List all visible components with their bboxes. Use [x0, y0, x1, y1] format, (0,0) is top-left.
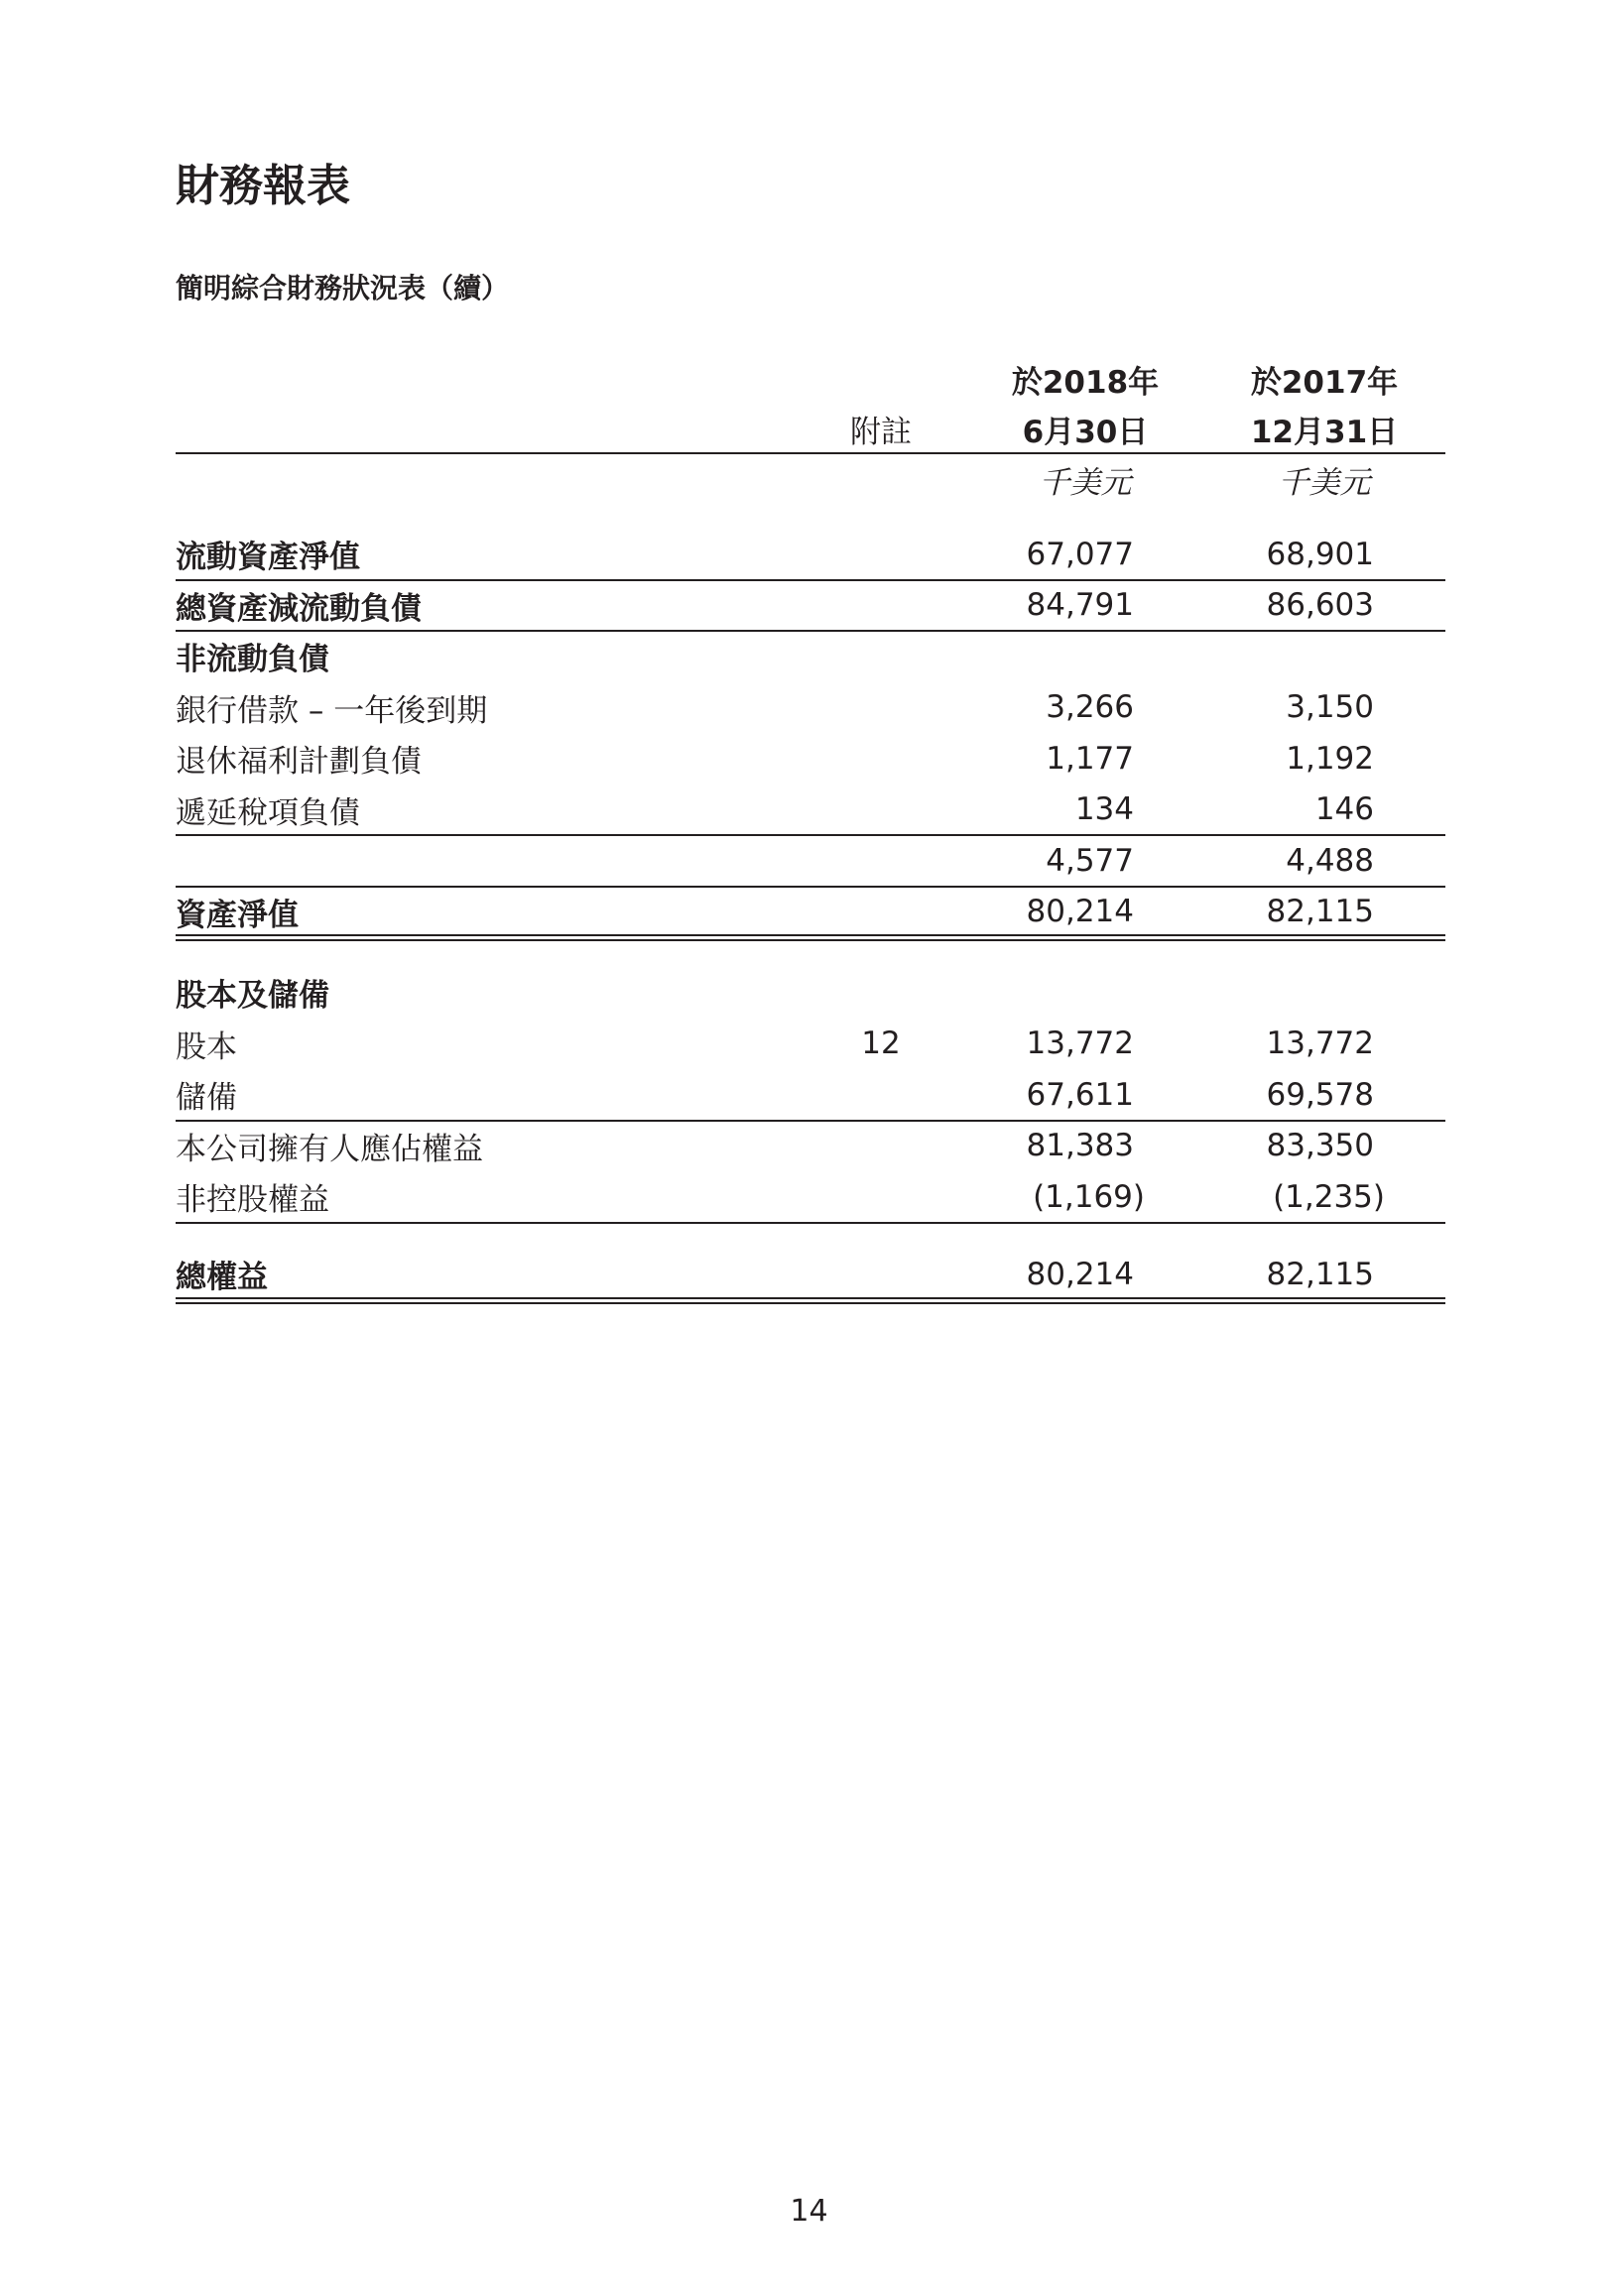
note-ref: 12: [861, 1026, 901, 1062]
table-row: [176, 682, 1445, 734]
table-header: [176, 354, 1445, 505]
value-2018: 1,177: [1046, 740, 1134, 777]
value-2017: 86,603: [1266, 587, 1374, 624]
row-label: 流動資產淨值: [176, 540, 360, 576]
header-note-label: 附註: [850, 414, 912, 450]
row-label: 本公司擁有人應佔權益: [176, 1131, 483, 1167]
table-row: [176, 1069, 1445, 1121]
table-section-total-equity: [176, 1249, 1445, 1300]
row-label: 非控股權益: [176, 1182, 329, 1219]
table-section-net-assets: [176, 529, 1445, 937]
value-2018: (1,169): [1033, 1178, 1145, 1215]
value-2017: 3,150: [1286, 689, 1374, 726]
header-col2-unit: 千美元: [1278, 464, 1371, 501]
table-row: [176, 580, 1445, 632]
header-row-dates: [176, 404, 1445, 453]
value-2017: 82,115: [1266, 894, 1374, 930]
table-row: [176, 1019, 1445, 1070]
row-label: 儲備: [176, 1080, 237, 1117]
row-label: 退休福利計劃負債: [176, 744, 422, 781]
value-2017: 82,115: [1266, 1256, 1374, 1292]
value-2017: 146: [1314, 791, 1374, 828]
header-col2-date: 12月31日: [1250, 414, 1399, 450]
value-2018: 134: [1074, 791, 1134, 828]
table-row: [176, 1121, 1445, 1172]
value-2017: (1,235): [1273, 1178, 1385, 1215]
total-row: [176, 1249, 1445, 1300]
header-col1-date: 6月30日: [1022, 414, 1149, 450]
row-label: 總資產減流動負債: [176, 590, 422, 627]
header-row-years: [176, 354, 1445, 404]
table-row: [176, 1171, 1445, 1223]
value-2018: 3,266: [1046, 689, 1134, 726]
value-2017: 69,578: [1266, 1076, 1374, 1113]
page-number: 14: [790, 2194, 828, 2229]
table-row: [176, 733, 1445, 785]
header-col2-year: 於2017年: [1250, 364, 1399, 401]
value-2017: 13,772: [1266, 1026, 1374, 1062]
value-2018: 81,383: [1026, 1128, 1134, 1164]
row-label: 股本及儲備: [176, 978, 329, 1015]
row-label: 遞延稅項負債: [176, 794, 360, 831]
value-2018: 80,214: [1026, 894, 1134, 930]
value-2017: 83,350: [1266, 1128, 1374, 1164]
header-col1-unit: 千美元: [1039, 464, 1132, 501]
table-row: [176, 967, 1445, 1019]
header-col1-year: 於2018年: [1011, 364, 1160, 401]
row-label: 總權益: [176, 1260, 268, 1296]
header-row-units: [176, 453, 1445, 505]
row-label: 股本: [176, 1028, 237, 1065]
row-label: 資產淨值: [176, 897, 299, 933]
table-row: [176, 631, 1445, 682]
value-2017: 1,192: [1286, 740, 1374, 777]
page-title: 財務報表: [176, 161, 350, 211]
total-row: [176, 887, 1445, 938]
row-label: 非流動負債: [176, 642, 329, 678]
row-label: 銀行借款 – 一年後到期: [176, 692, 488, 729]
table-row: [176, 529, 1445, 580]
value-2017: 4,488: [1286, 842, 1374, 879]
value-2018: 67,077: [1026, 536, 1134, 572]
value-2018: 4,577: [1046, 842, 1134, 879]
value-2018: 80,214: [1026, 1256, 1134, 1292]
value-2018: 84,791: [1026, 587, 1134, 624]
value-2017: 68,901: [1266, 536, 1374, 572]
table-row: [176, 785, 1445, 836]
subtotal-row: [176, 835, 1445, 887]
table-section-equity: [176, 967, 1445, 1223]
value-2018: 67,611: [1026, 1076, 1134, 1113]
value-2018: 13,772: [1026, 1026, 1134, 1062]
statement-subtitle: 簡明綜合財務狀況表（續）: [176, 272, 510, 304]
